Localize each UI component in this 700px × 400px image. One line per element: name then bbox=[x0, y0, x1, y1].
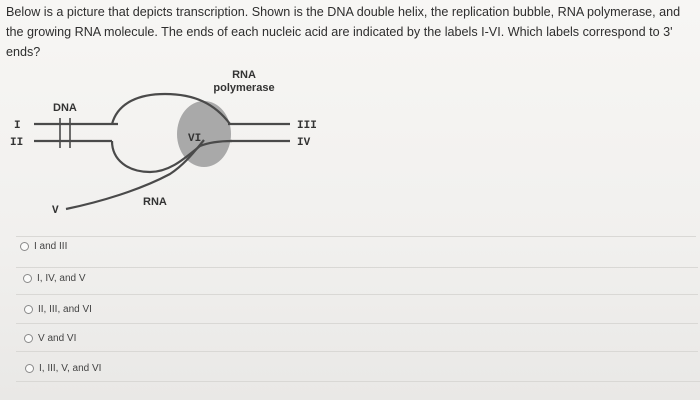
answer-option-label: I, IV, and V bbox=[37, 273, 86, 284]
radio-button[interactable] bbox=[20, 242, 29, 251]
label-i: I bbox=[14, 120, 21, 132]
radio-button[interactable] bbox=[24, 305, 33, 314]
divider-line bbox=[16, 236, 696, 237]
divider-line bbox=[16, 381, 700, 382]
answer-option[interactable] bbox=[24, 333, 76, 344]
divider-line bbox=[16, 323, 698, 324]
label-rna-polymerase-2: polymerase bbox=[213, 82, 275, 94]
label-dna: DNA bbox=[53, 102, 77, 114]
answer-option-label: I, III, V, and VI bbox=[39, 363, 102, 374]
answer-option[interactable] bbox=[20, 241, 67, 252]
divider-line bbox=[16, 267, 698, 268]
label-iii: III bbox=[297, 120, 317, 132]
answer-option-label: I and III bbox=[34, 241, 68, 252]
transcription-diagram bbox=[0, 62, 360, 227]
answer-option-label: II, III, and VI bbox=[38, 304, 92, 315]
label-rna-polymerase-1: RNA bbox=[232, 69, 256, 81]
label-iv: IV bbox=[297, 137, 311, 149]
label-ii: II bbox=[10, 137, 24, 149]
transcription-svg bbox=[0, 62, 360, 227]
radio-button[interactable] bbox=[23, 274, 32, 283]
answer-option[interactable] bbox=[23, 273, 86, 284]
radio-button[interactable] bbox=[24, 334, 33, 343]
label-v: V bbox=[52, 205, 59, 217]
divider-line bbox=[16, 351, 698, 352]
radio-button[interactable] bbox=[25, 364, 34, 373]
label-rna: RNA bbox=[143, 196, 167, 208]
answer-option[interactable] bbox=[24, 304, 92, 315]
divider-line bbox=[16, 294, 698, 295]
answer-option[interactable] bbox=[25, 363, 101, 374]
label-vi: VI bbox=[188, 133, 202, 145]
answer-option-label: V and VI bbox=[38, 333, 77, 344]
question-text: Below is a picture that depicts transcription. Shown is the DNA double helix, the replication bubble, RNA polymerase, and the growing RNA molecule. The ends of each nucleic acid are indicated by the labels I-VI. Which labels correspond to 3' ends? bbox=[6, 5, 681, 59]
